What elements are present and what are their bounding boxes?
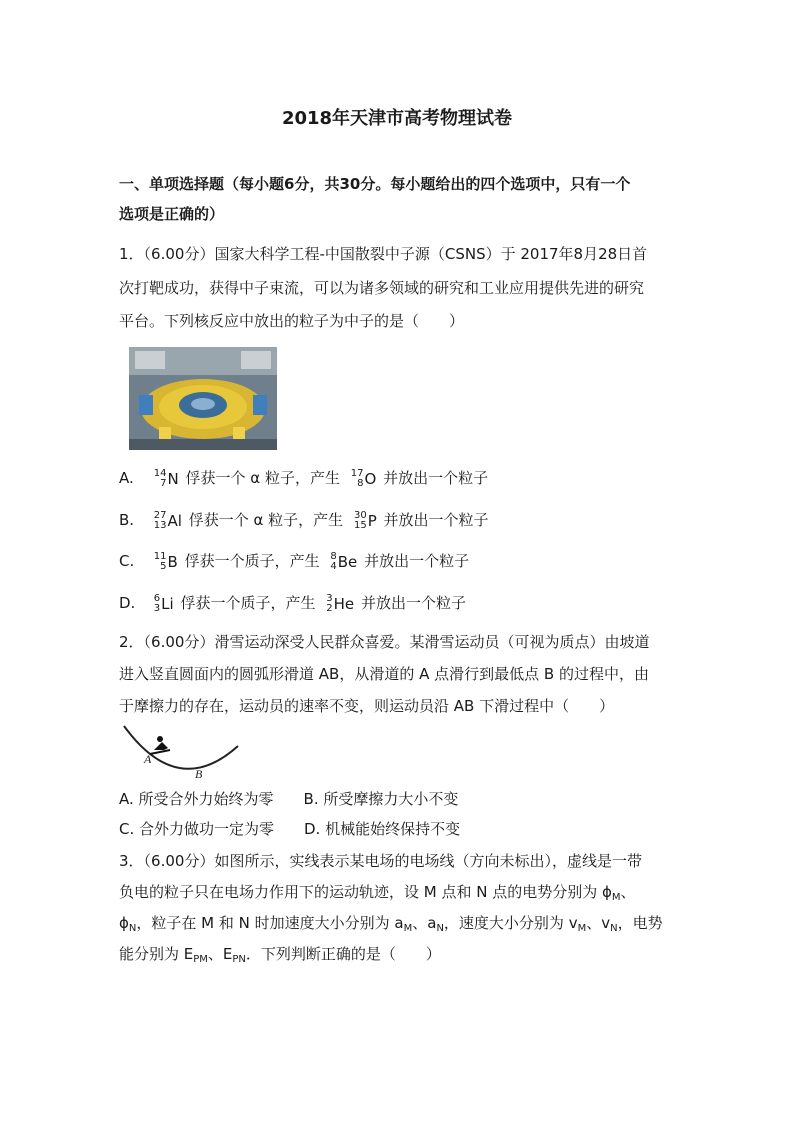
nuclide-n14: 14 7 N	[153, 467, 179, 489]
nuclide-b11: 11 5 B	[153, 550, 178, 572]
nuclide-al27: 27 13 Al	[153, 509, 182, 531]
q1-line3: 平台。下列核反应中放出的粒子为中子的是（ ）	[119, 312, 465, 330]
nuclide-o17: 17 8 O	[350, 467, 377, 489]
arc-track	[124, 726, 238, 769]
ski-track-diagram	[118, 720, 248, 782]
q2-options-row2[interactable]: C. 合外力做功一定为零 D. 机械能始终保持不变	[119, 820, 461, 838]
q1-option-c[interactable]: C. 11 5 B 俘获一个质子，产生 8 4 Be 并放出一个粒子	[119, 550, 470, 572]
csns-facility-photo	[129, 347, 277, 450]
q2-options-row1[interactable]: A. 所受合外力始终为零 B. 所受摩擦力大小不变	[119, 790, 459, 808]
q2-line3: 于摩擦力的存在，运动员的速率不变，则运动员沿 AB 下滑过程中（ ）	[119, 697, 615, 715]
nuclide-be8: 8 4 Be	[330, 550, 358, 572]
section-heading-line2: 选项是正确的）	[119, 205, 225, 223]
q2-line1: 2．（6.00分）滑雪运动深受人民群众喜爱。某滑雪运动员（可视为质点）由坡道	[119, 633, 650, 651]
q3-line2: 负电的粒子只在电场力作用下的运动轨迹，设 M 点和 N 点的电势分别为 $\phi_M$、	[119, 883, 636, 903]
page-title: 2018年天津市高考物理试卷	[281, 108, 513, 129]
section-heading-line1: 一、单项选择题（每小题6分，共30分。每小题给出的四个选项中，只有一个	[119, 175, 631, 193]
q1-line1: 1．（6.00分）国家大科学工程-中国散裂中子源（CSNS）于 2017年8月28日首	[119, 245, 648, 263]
nuclide-li6: 6 3 Li	[153, 592, 174, 614]
q3-line4: 能分别为 $E_{PM}$、$E_{PN}$．下列判断正确的是（ ）	[119, 945, 441, 965]
nuclide-he3: 3 2 He	[326, 592, 355, 614]
point-b-label: B	[195, 767, 203, 781]
q3-line3: $\phi_N$，粒子在 M 和 N 时加速度大小分别为 $a_M$、$a_N$，速度大小分别为 $v_M$、$v_N$，电势	[119, 914, 663, 934]
q1-line2: 次打靶成功，获得中子束流，可以为诸多领域的研究和工业应用提供先进的研究	[119, 279, 645, 297]
nuclide-p30: 30 15 P	[353, 509, 377, 531]
q2-line2: 进入竖直圆面内的圆弧形滑道 AB，从滑道的 A 点滑行到最低点 B 的过程中，由	[119, 665, 649, 683]
skier-icon	[150, 736, 170, 754]
point-a-label: A	[144, 752, 152, 766]
q1-option-d[interactable]: D. 6 3 Li 俘获一个质子，产生 3 2 He 并放出一个粒子	[119, 592, 466, 614]
q1-option-b[interactable]: B. 27 13 Al 俘获一个 α 粒子，产生 30 15 P 并放出一个粒子	[119, 509, 489, 531]
q1-option-a[interactable]: A. 14 7 N 俘获一个 α 粒子，产生 17 8 O 并放出一个粒子	[119, 467, 489, 489]
q3-line1: 3．（6.00分）如图所示，实线表示某电场的电场线（方向未标出），虚线是一带	[119, 852, 642, 870]
